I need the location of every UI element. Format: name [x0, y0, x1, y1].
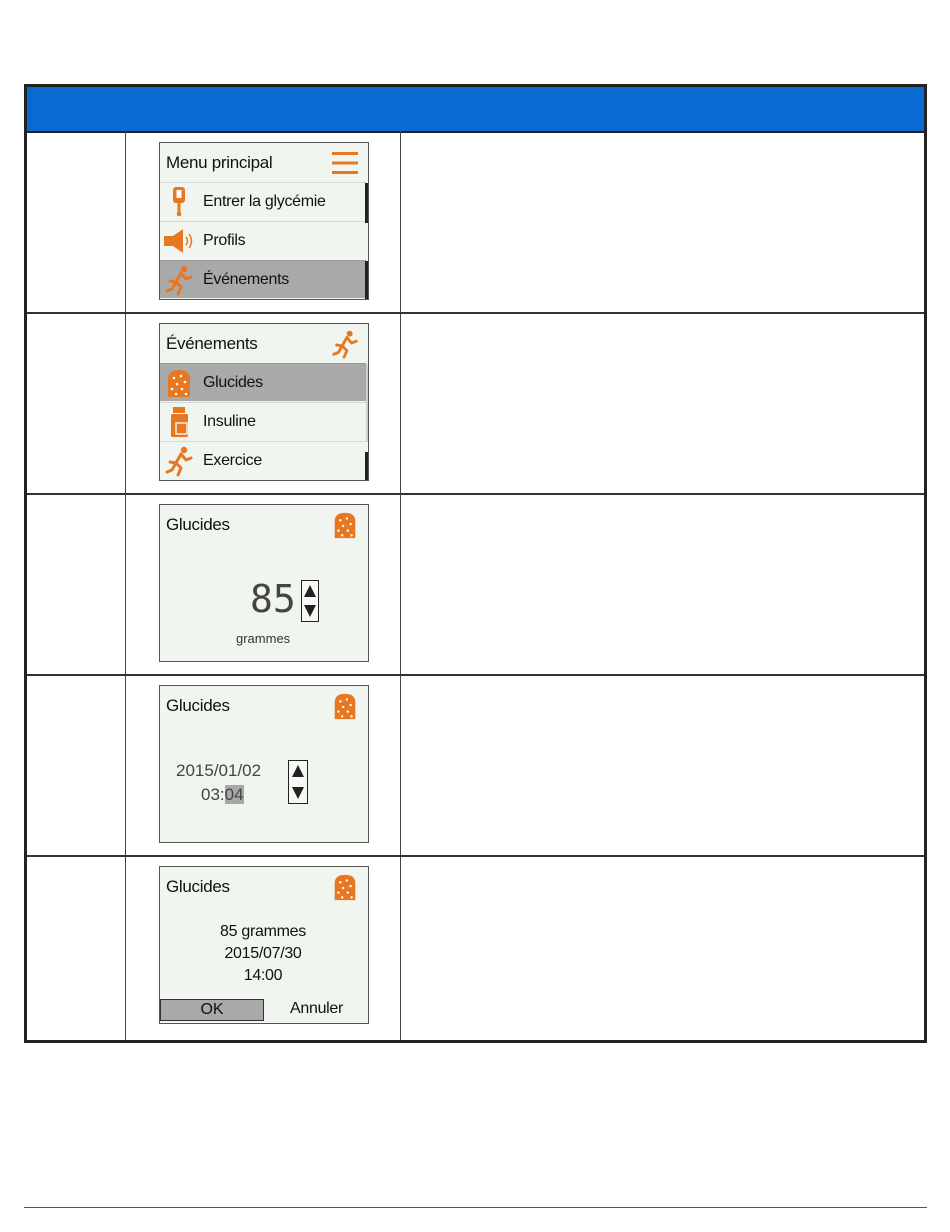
ok-button[interactable]: OK	[160, 999, 264, 1021]
carbs-entry-screen	[159, 504, 369, 662]
step-cell	[27, 857, 125, 1040]
step-cell	[27, 314, 125, 493]
speaker-icon	[164, 225, 194, 257]
carbs-confirm-screen	[159, 866, 369, 1024]
menu-item-label: Insuline	[203, 413, 256, 430]
description-cell	[402, 314, 924, 493]
insulin-vial-icon	[164, 406, 194, 438]
table-row	[27, 676, 924, 857]
datetime-stepper[interactable]	[288, 760, 308, 804]
arrow-down-icon[interactable]	[304, 605, 316, 617]
bread-icon	[330, 691, 360, 721]
table-row	[27, 133, 924, 314]
steps-table	[24, 84, 927, 1043]
table-row	[27, 857, 924, 1040]
blood-drop-meter-icon	[164, 186, 194, 218]
hamburger-menu-icon[interactable]	[330, 148, 360, 178]
arrow-up-icon[interactable]	[292, 765, 304, 777]
step-cell	[27, 676, 125, 855]
screen-title: Glucides	[166, 515, 230, 534]
menu-item-insuline[interactable]	[160, 402, 366, 440]
events-menu-screen	[159, 323, 369, 481]
description-cell	[402, 133, 924, 312]
menu-item-entrer-glycemie[interactable]	[160, 182, 366, 220]
table-row	[27, 314, 924, 495]
date-value[interactable]: 2015/01/02	[176, 761, 262, 780]
carbs-value[interactable]: 85	[250, 577, 296, 621]
step-cell	[27, 495, 125, 674]
arrow-up-icon[interactable]	[304, 585, 316, 597]
scrollbar-segment[interactable]	[365, 183, 368, 223]
runner-icon	[330, 329, 360, 359]
summary-time: 14:00	[243, 967, 283, 984]
arrow-down-icon[interactable]	[292, 787, 304, 799]
menu-item-evenements[interactable]	[160, 260, 366, 298]
description-cell	[402, 857, 924, 1040]
bread-icon	[330, 510, 360, 540]
menu-item-label: Exercice	[203, 452, 262, 469]
menu-item-label: Glucides	[203, 374, 263, 391]
bread-icon	[330, 872, 360, 902]
summary-amount: 85 grammes	[220, 923, 306, 940]
menu-item-exercice[interactable]	[160, 441, 366, 479]
table-row	[27, 495, 924, 676]
scrollbar-segment[interactable]	[365, 261, 368, 299]
carbs-datetime-screen	[159, 685, 369, 843]
menu-item-label: Événements	[203, 271, 289, 288]
cancel-button[interactable]: Annuler	[290, 1000, 344, 1017]
footer-divider	[24, 1207, 927, 1208]
time-hours[interactable]: 03:	[201, 785, 225, 804]
menu-item-label: Entrer la glycémie	[203, 193, 326, 210]
menu-item-profils[interactable]	[160, 221, 366, 259]
runner-icon	[164, 264, 194, 296]
summary-date: 2015/07/30	[224, 945, 302, 962]
main-menu-screen	[159, 142, 369, 300]
screen-title: Glucides	[166, 877, 230, 896]
screen-title: Événements	[166, 334, 258, 353]
scrollbar-thumb[interactable]	[365, 452, 368, 480]
value-stepper[interactable]	[301, 580, 319, 622]
bread-icon	[164, 367, 194, 399]
runner-icon	[164, 445, 194, 477]
menu-item-label: Profils	[203, 232, 246, 249]
description-cell	[402, 495, 924, 674]
menu-item-glucides[interactable]	[160, 363, 366, 401]
scrollbar-track[interactable]	[366, 364, 368, 442]
time-minutes-selected[interactable]: 04	[224, 785, 244, 804]
screen-title: Glucides	[166, 696, 230, 715]
table-header	[27, 87, 924, 133]
step-cell	[27, 133, 125, 312]
unit-label: grammes	[236, 631, 291, 646]
screen-title: Menu principal	[166, 153, 273, 172]
description-cell	[402, 676, 924, 855]
time-value	[201, 785, 244, 805]
